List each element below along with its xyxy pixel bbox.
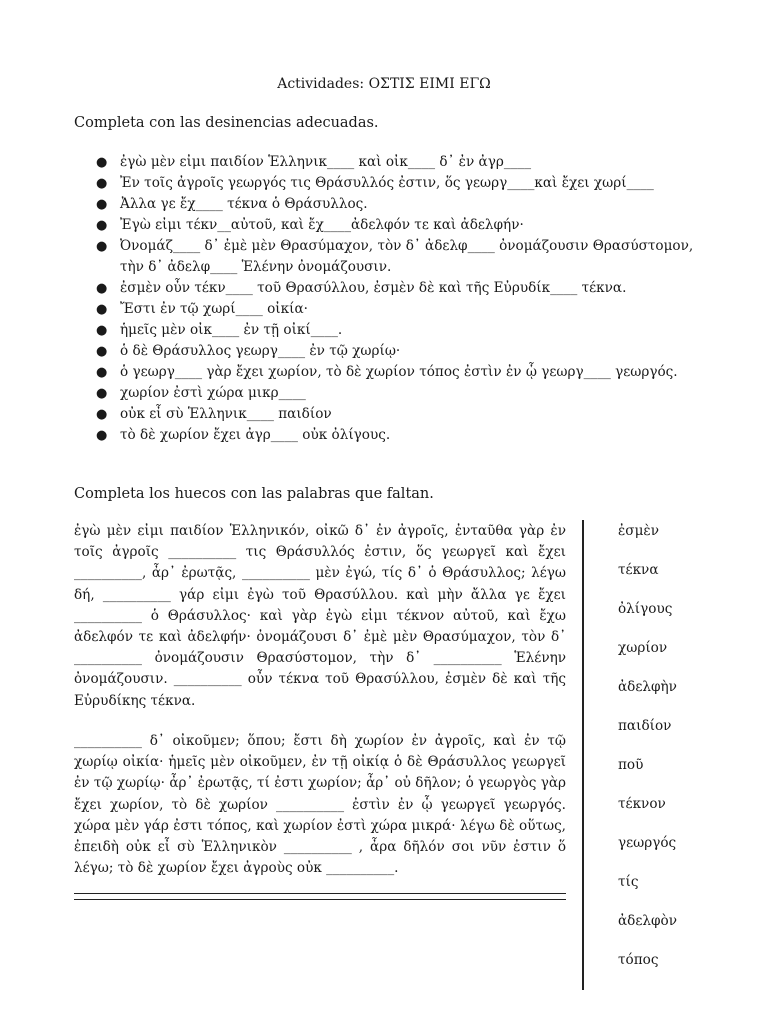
bullet-icon: ● — [96, 239, 108, 254]
list-item — [74, 194, 694, 215]
exercise-sentence: ἡμεῖς μὲν οἰκ____ ἐν τῇ οἰκί____. — [120, 322, 343, 338]
exercise-sentence: Ἔστι ἐν τῷ χωρί____ οἰκία· — [120, 301, 308, 317]
bullet-icon: ● — [96, 281, 108, 296]
list-item — [74, 173, 694, 194]
list-item — [74, 404, 694, 425]
list-item — [74, 320, 694, 341]
instruction-fill-gaps: Completa los huecos con las palabras que faltan. — [74, 486, 434, 502]
divider-line — [74, 893, 566, 894]
instruction-endings: Completa con las desinencias adecuadas. — [74, 115, 379, 131]
list-item — [74, 362, 694, 383]
exercise-sentence: Ἐγὼ εἰμι τέκν__αὐτοῦ, καὶ ἔχ____ἀδελφόν τε καὶ ἀδελφήν· — [120, 217, 524, 233]
list-item — [74, 341, 694, 362]
bullet-icon: ● — [96, 176, 108, 191]
word-bank-item: χωρίον — [618, 640, 668, 656]
word-bank-item: τέκνον — [618, 796, 666, 812]
list-item — [74, 383, 694, 404]
cloze-paragraph-1: ἐγὼ μὲν εἰμι παιδίον Ἑλληνικόν, οἰκῶ δ᾽ ἐν ἀγροῖς, ἐνταῦθα γὰρ ἐν τοῖς ἀγροῖς __________ τις Θράσυλλός ἐστιν, ὅς γεωργεῖ καὶ ἔχει __________, ἆρ᾽ ἐρωτᾷς, __________ μὲν ἐγώ, τίς δ᾽ ὁ Θράσυλλος; λέγω δή, __________ γάρ εἰμι ἐγὼ τοῦ Θρασύλλου. καὶ μὴν ἄλλα γε ἔχει __________ ὁ Θράσυλλος· καὶ γὰρ ἐγὼ εἰμι τέκνον αὐτοῦ, καὶ ἔχω ἀδελφόν τε καὶ ἀδελφήν· ὀνομάζουσι δ᾽ ἐμὲ μὲν Θρασύμαχον, τὸν δ᾽ __________ ὀνομάζουσιν Θρασύστομον, τὴν δ᾽ __________ Ἑλένην ὀνομάζουσιν. __________ οὖν τέκνα τοῦ Θρασύλλου, ἐσμὲν δὲ καὶ τῆς Εὐρυδίκης τέκνα. — [74, 523, 566, 709]
word-bank-item: ἀδελφὴν — [618, 679, 677, 695]
cloze-paragraph-2: __________ δ᾽ οἰκοῦμεν; ὅπου; ἔστι δὴ χωρίον ἐν ἀγροῖς, καὶ ἐν τῷ χωρίῳ οἰκία· ἡμεῖς μὲν οἰκοῦμεν, ἐν τῇ οἰκίᾳ ὁ δὲ Θράσυλλος γεωργεῖ ἐν τῷ χωρίῳ· ἆρ᾽ ἐρωτᾷς, τί ἐστι χωρίον; ἆρ᾽ οὐ δῆλον; ὁ γεωργὸς γὰρ ἔχει χωρίον, τὸ δὲ χωρίον __________ ἐστὶν ἐν ᾧ γεωργεῖ γεωργός. χώρα μὲν γάρ ἐστι τόπος, καὶ χωρίον ἐστὶ χώρα μικρά· λέγω δὲ οὕτως, ἐπειδὴ οὐκ εἶ σὺ Ἑλληνικὸν __________ , ἆρα δῆλόν σοι νῦν ἐστιν ὅ λέγω; τὸ δὲ χωρίον ἔχει ἀγροὺς οὐκ __________. — [74, 733, 566, 877]
divider-line — [74, 899, 566, 900]
page-title: Actividades: ΟΣΤΙΣ ΕΙΜΙ ΕΓΩ — [277, 76, 491, 92]
word-bank-item: τίς — [618, 874, 639, 890]
word-bank-item: τόπος — [618, 952, 659, 968]
bullet-icon: ● — [96, 155, 108, 170]
list-item — [74, 236, 694, 278]
word-bank-item: ἀδελφὸν — [618, 913, 677, 929]
bullet-icon: ● — [96, 344, 108, 359]
endings-exercise-list — [74, 152, 694, 446]
word-bank-item: γεωργός — [618, 835, 677, 851]
bullet-icon: ● — [96, 365, 108, 380]
word-bank-item: τέκνα — [618, 562, 659, 578]
exercise-sentence: ὁ γεωργ____ γὰρ ἔχει χωρίον, τὸ δὲ χωρίον τόπος ἐστὶν ἐν ᾧ γεωργ____ γεωργός. — [120, 364, 678, 380]
word-bank-item: ποῦ — [618, 757, 644, 773]
bullet-icon: ● — [96, 407, 108, 422]
bullet-icon: ● — [96, 323, 108, 338]
bullet-icon: ● — [96, 302, 108, 317]
bullet-icon: ● — [96, 428, 108, 443]
exercise-sentence: ἐσμὲν οὖν τέκν____ τοῦ Θρασύλλου, ἐσμὲν δὲ καὶ τῆς Εὐρυδίκ____ τέκνα. — [120, 280, 627, 296]
word-bank — [618, 521, 738, 989]
word-bank-separator — [582, 520, 584, 990]
exercise-sentence: ἐγὼ μὲν εἰμι παιδίον Ἑλληνικ____ καὶ οἰκ____ δ᾽ ἐν ἀγρ____ — [120, 154, 532, 170]
list-item — [74, 215, 694, 236]
exercise-sentence: ὁ δὲ Θράσυλλος γεωργ____ ἐν τῷ χωρίῳ· — [120, 343, 401, 359]
exercise-sentence: Ὀνομάζ____ δ᾽ ἐμὲ μὲν Θρασύμαχον, τὸν δ᾽ ἀδελφ____ ὀνομάζουσιν Θρασύστομον, τὴν δ᾽ ἀδελφ____ Ἑλένην ὀνομάζουσιν. — [120, 238, 694, 275]
exercise-sentence: οὐκ εἶ σὺ Ἑλληνικ____ παιδίον — [120, 406, 332, 422]
bullet-icon: ● — [96, 197, 108, 212]
word-bank-item: ὀλίγους — [618, 601, 673, 617]
exercise-sentence: Ἐν τοῖς ἀγροῖς γεωργός τις Θράσυλλός ἐστιν, ὅς γεωργ____καὶ ἔχει χωρί____ — [120, 175, 654, 191]
list-item — [74, 425, 694, 446]
list-item — [74, 299, 694, 320]
list-item — [74, 152, 694, 173]
exercise-sentence: Ἀλλα γε ἔχ____ τέκνα ὁ Θράσυλλος. — [120, 196, 368, 212]
word-bank-item: παιδίον — [618, 718, 672, 734]
list-item — [74, 278, 694, 299]
bullet-icon: ● — [96, 218, 108, 233]
bullet-icon: ● — [96, 386, 108, 401]
exercise-sentence: χωρίον ἐστὶ χώρα μικρ____ — [120, 385, 306, 401]
word-bank-item: ἐσμὲν — [618, 523, 659, 539]
exercise-sentence: τὸ δὲ χωρίον ἔχει ἀγρ____ οὐκ ὀλίγους. — [120, 427, 391, 443]
